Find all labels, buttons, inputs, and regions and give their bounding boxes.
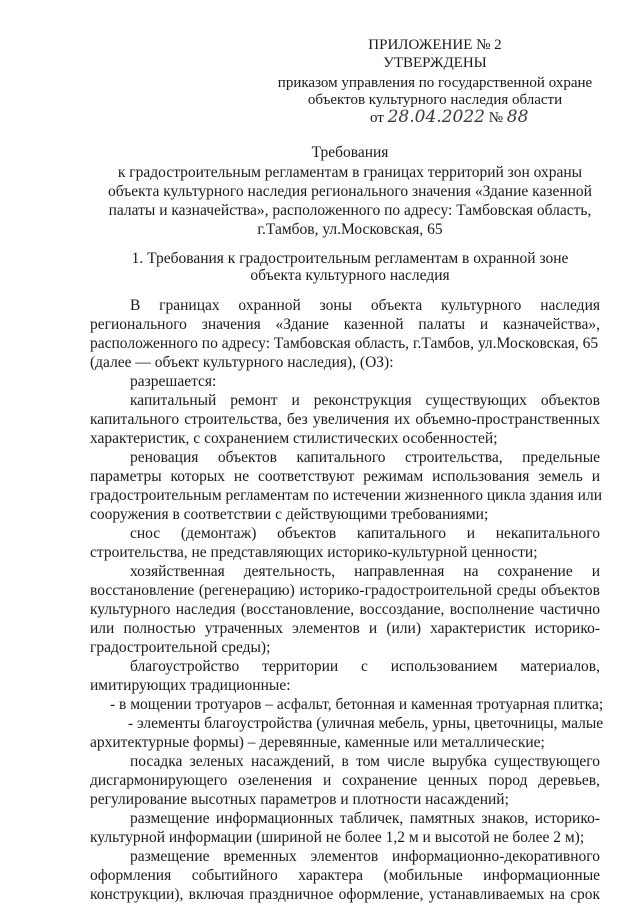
body-line: сооружения в соответствии с действующими требованиями; — [90, 506, 489, 523]
body-line: хозяйственная деятельность, направленная на сохранение и — [130, 563, 600, 580]
body-line: - в мощении тротуаров – асфальт, бетонная и каменная тротуарная плитка; — [110, 696, 604, 713]
title-line: г.Тамбов, ул.Московская, 65 — [257, 221, 443, 238]
body-line: - элементы благоустройства (уличная мебель, урны, цветочницы, малые — [128, 715, 604, 732]
body-line: (далее — объект культурного наследия), (ОЗ): — [90, 354, 394, 371]
body-line: реновация объектов капитального строительства, предельные — [130, 449, 600, 466]
title-word: Требования — [311, 144, 389, 161]
order-line-1: приказом управления по государственной охране — [277, 75, 593, 91]
title-line: объекта культурного наследия регионального значения «Здание казенной — [108, 183, 592, 200]
appendix-heading: ПРИЛОЖЕНИЕ № 2 — [368, 37, 502, 53]
body-line: строительства, не представляющих историко-культурной ценности; — [90, 544, 538, 561]
body-line: размещение временных элементов информационно-декоративного — [130, 848, 600, 865]
body-line: культурного наследия (восстановление, воссоздание, восполнение частично — [90, 601, 600, 618]
body-line: оформления событийного характера (мобильные информационные — [90, 867, 600, 884]
body-line: параметры которых не соответствуют режимам использования земель и — [90, 468, 600, 485]
body-line: градостроительным регламентам по истечении жизненного цикла здания или — [90, 487, 602, 504]
body-line: размещение информационных табличек, памятных знаков, историко- — [130, 810, 600, 827]
handwritten-number: 88 — [506, 107, 529, 127]
body-line: характеристик, с сохранением стилистических особенностей; — [90, 430, 498, 447]
title-line: палаты и казначейства», расположенного по адресу: Тамбовская область, — [108, 202, 592, 219]
body-line: разрешается: — [130, 373, 217, 390]
body-line: снос (демонтаж) объектов капитального и некапитального — [130, 525, 600, 542]
order-line-2: объектов культурного наследия области — [307, 92, 563, 108]
body-line: культурной информации (шириной не более 1,2 м и высотой не более 2 м); — [90, 829, 585, 846]
body-line: или полностью утраченных элементов и (или) характеристик историко- — [90, 620, 600, 637]
body-line: архитектурные формы) – деревянные, каменные или металлические; — [90, 734, 545, 751]
body-line: имитирующих традиционные: — [90, 677, 291, 694]
body-line: градостроительной среды); — [90, 639, 271, 656]
body-line: дисгармонирующего озеленения и сохранение ценных пород деревьев, — [90, 772, 600, 789]
body-line: капитального строительства, без увеличения их объемно-пространственных — [90, 411, 600, 428]
body-line: регулирование высотных параметров и плотности насаждений; — [90, 791, 509, 808]
section-heading: 1. Требования к градостроительным регламентам в охранной зоне — [131, 250, 569, 267]
number-prefix: № — [488, 110, 504, 126]
body-line: расположенного по адресу: Тамбовская область, г.Тамбов, ул.Московская, 65 — [90, 335, 599, 352]
body-line: В границах охранной зоны объекта культурного наследия — [130, 297, 600, 314]
body-line: конструкции), включая праздничное оформление, устанавливаемых на срок — [90, 886, 600, 903]
body-line: капитальный ремонт и реконструкция существующих объектов — [130, 392, 600, 409]
section-heading: объекта культурного наследия — [250, 267, 450, 284]
body-line: посадка зеленых насаждений, в том числе вырубка существующего — [130, 753, 600, 770]
date-prefix: от — [370, 110, 384, 126]
title-line: к градостроительным регламентам в границах территорий зон охраны — [117, 164, 583, 181]
body-line: регионального значения «Здание казенной палаты и казначейства», — [90, 316, 600, 333]
body-line: благоустройство территории с использованием материалов, — [130, 658, 600, 675]
body-line: восстановление (регенерацию) историко-градостроительной среды объектов — [90, 582, 600, 599]
approved-heading: УТВЕРЖДЕНЫ — [383, 55, 487, 71]
order-date-line — [370, 108, 528, 127]
handwritten-date: 28.04.2022 — [387, 107, 485, 127]
